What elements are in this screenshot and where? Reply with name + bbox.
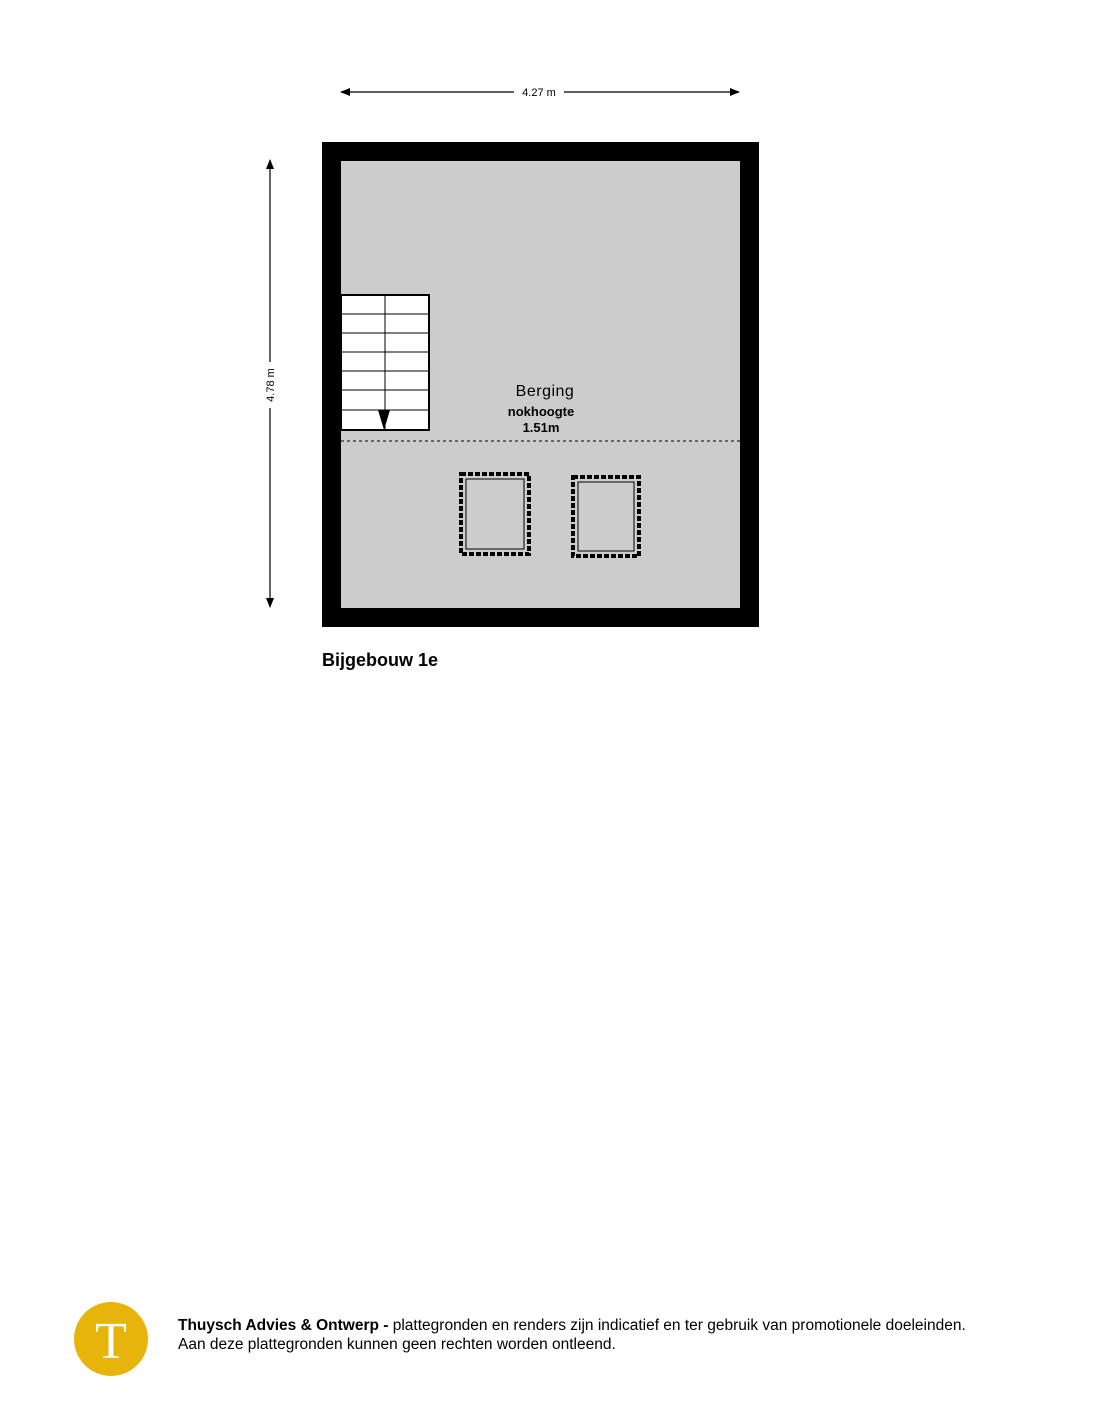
footer-line-2: Aan deze plattegronden kunnen geen rechten worden ontleend. xyxy=(178,1336,616,1353)
floor-title: Bijgebouw 1e xyxy=(322,650,439,670)
staircase xyxy=(341,295,429,430)
floor-plan xyxy=(0,0,1105,700)
disclaimer-text: plattegronden en renders zijn indicatief en ter gebruik van promotionele doeleinden. xyxy=(388,1317,966,1334)
width-dimension xyxy=(341,87,739,99)
company-logo-icon xyxy=(74,1302,148,1376)
footer-disclaimer xyxy=(178,1316,966,1354)
ridge-height-value: 1.51m xyxy=(522,420,560,435)
ridge-label: nokhoogte xyxy=(507,404,575,419)
room-name: Berging xyxy=(515,383,575,400)
footer-line-1 xyxy=(178,1316,966,1335)
height-dimension xyxy=(265,160,277,607)
height-dimension-label: 4.78 m xyxy=(265,368,277,402)
company-name: Thuysch Advies & Ontwerp - xyxy=(178,1317,389,1334)
width-dimension-label: 4.27 m xyxy=(522,87,556,99)
logo-letter: T xyxy=(95,1313,127,1370)
